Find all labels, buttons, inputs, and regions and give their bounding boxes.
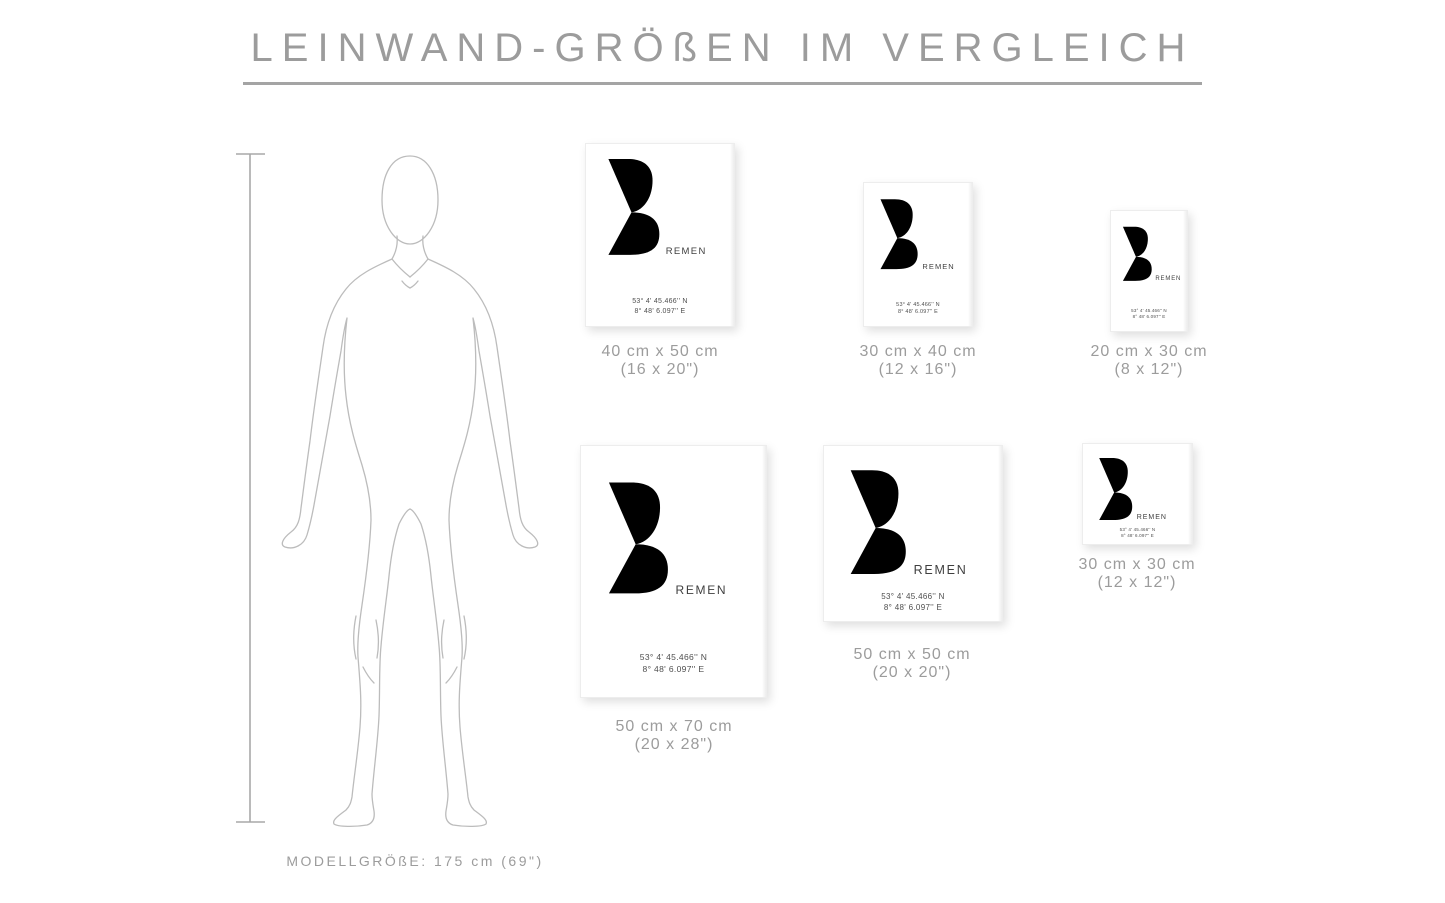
canvas-50x70: [580, 445, 767, 698]
human-figure-drawing: [275, 148, 545, 838]
bremen-lettering: [1121, 225, 1181, 283]
size-label-40x50: [550, 343, 770, 379]
bremen-lettering: [605, 156, 706, 258]
letter-b-glyph: [1121, 225, 1152, 283]
canvas-40x50: [585, 143, 735, 327]
coordinates-text: [864, 302, 972, 317]
human-figure-outline: [275, 148, 545, 843]
coordinate-line-n: 53° 4' 45.466'' N: [881, 592, 945, 602]
coordinate-line-e: 8° 48' 6.097'' E: [897, 309, 939, 316]
page-title: LEINWAND-GRÖßEN IM VERGLEICH: [243, 26, 1203, 85]
coordinates-text: [586, 297, 734, 317]
coordinate-line-e: 8° 48' 6.097'' E: [634, 307, 686, 315]
size-in: (16 x 20"): [620, 361, 700, 378]
letter-rest-text: REMEN: [1136, 514, 1167, 521]
letter-b-glyph: [847, 467, 907, 577]
coordinate-line-n: 53° 4' 45.466'' N: [1119, 527, 1156, 532]
canvas-50x50: [823, 445, 1003, 622]
size-label-30x40: [808, 343, 1028, 379]
coordinates-text: [1111, 308, 1187, 321]
letter-b-glyph: [1097, 456, 1133, 522]
canvas-20x30: [1110, 210, 1188, 332]
letter-rest-text: REMEN: [665, 246, 707, 258]
canvas-30x30: [1082, 443, 1193, 545]
bremen-lettering: [847, 467, 967, 577]
letter-b-glyph: [878, 197, 919, 271]
size-label-50x50: [802, 646, 1022, 682]
header: [0, 26, 1445, 85]
size-cm: 50 cm x 70 cm: [615, 718, 733, 735]
letter-b-glyph: [605, 156, 661, 258]
letter-rest-text: REMEN: [1155, 275, 1182, 282]
ruler-line: [234, 150, 268, 828]
canvas-30x40: [863, 182, 973, 327]
size-cm: 20 cm x 30 cm: [1090, 343, 1208, 360]
coordinate-line-e: 8° 48' 6.097'' E: [1121, 533, 1154, 539]
size-in: (12 x 12"): [1097, 574, 1177, 591]
coordinate-line-n: 53° 4' 45.466'' N: [639, 651, 708, 662]
coordinate-line-n: 53° 4' 45.466'' N: [896, 301, 940, 308]
size-in: (8 x 12"): [1114, 361, 1184, 378]
size-label-20x30: [1039, 343, 1259, 379]
size-in: (20 x 28"): [634, 736, 714, 753]
size-cm: 40 cm x 50 cm: [601, 343, 719, 360]
coordinate-line-e: 8° 48' 6.097'' E: [1132, 314, 1166, 320]
height-ruler: [234, 150, 268, 833]
coordinates-text: [1083, 527, 1192, 540]
size-in: (20 x 20"): [872, 664, 952, 681]
size-cm: 50 cm x 50 cm: [853, 646, 971, 663]
model-size-label: MODELLGRÖßE: 175 cm (69"): [286, 853, 544, 869]
size-in: (12 x 16"): [878, 361, 958, 378]
letter-rest-text: REMEN: [913, 562, 968, 577]
coordinates-text: [581, 652, 766, 676]
coordinates-text: [824, 591, 1002, 613]
bremen-lettering: [1097, 456, 1167, 522]
size-label-30x30: [1027, 556, 1247, 592]
size-label-50x70: [564, 718, 784, 754]
coordinate-line-n: 53° 4' 45.466'' N: [632, 297, 688, 305]
bremen-lettering: [878, 197, 955, 271]
coordinate-line-n: 53° 4' 45.466'' N: [1131, 308, 1167, 314]
letter-b-glyph: [605, 479, 669, 597]
letter-rest-text: REMEN: [675, 582, 728, 597]
bremen-lettering: [605, 479, 727, 597]
size-cm: 30 cm x 30 cm: [1078, 556, 1196, 573]
coordinate-line-e: 8° 48' 6.097'' E: [883, 603, 943, 613]
size-cm: 30 cm x 40 cm: [859, 343, 977, 360]
letter-rest-text: REMEN: [922, 262, 955, 272]
coordinate-line-e: 8° 48' 6.097'' E: [642, 663, 705, 674]
